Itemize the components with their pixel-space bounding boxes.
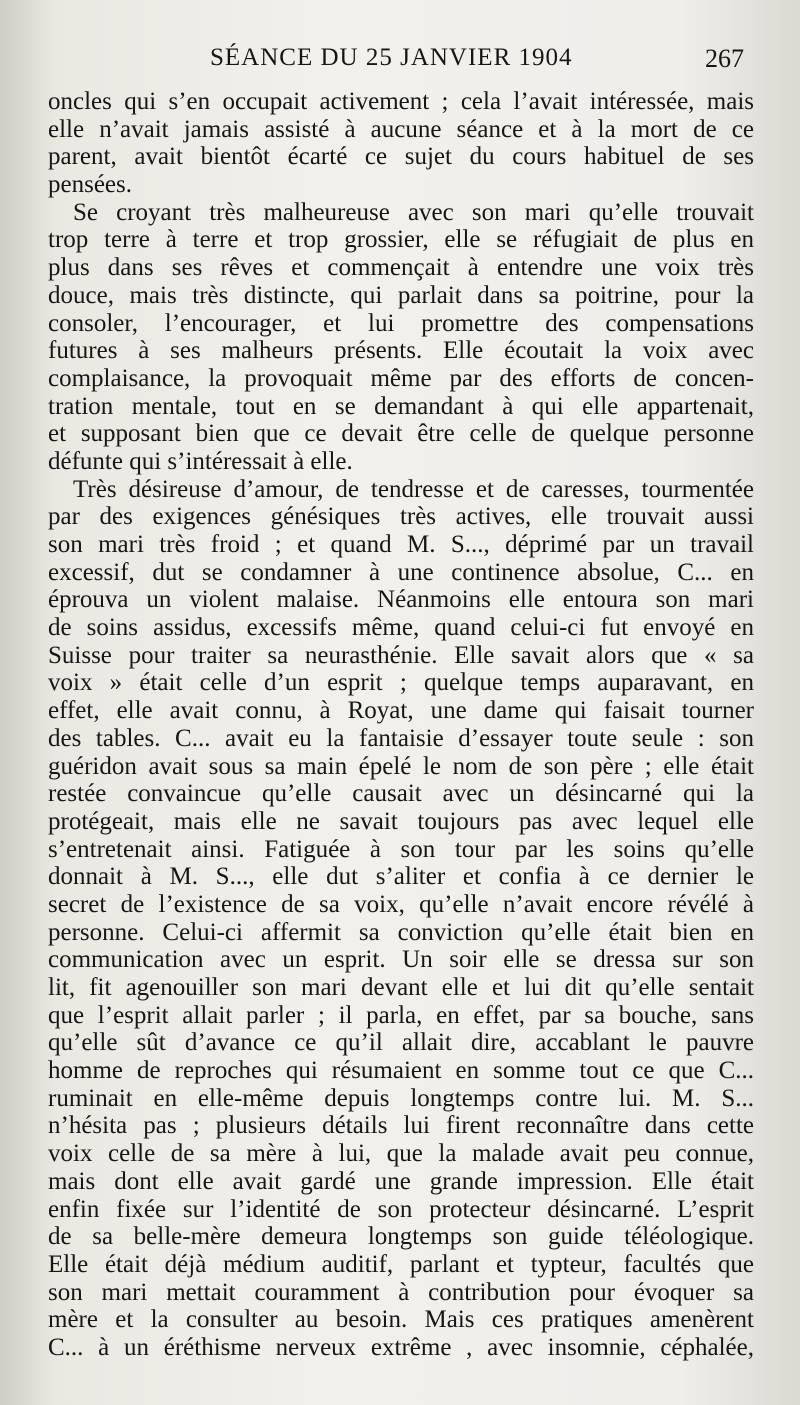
text-line: défunte qui s’intéressait à elle. [48, 447, 353, 475]
text-line: consoler, l’encourager, et lui promettre des compensations [48, 309, 754, 337]
text-line: s’entretenait ainsi. Fatiguée à son tour par les soins qu’elle [48, 835, 754, 863]
page-number: 267 [705, 44, 744, 73]
text-line: voix celle de sa mère à lui, que la malade avait peu connue, [48, 1140, 754, 1168]
body-text [48, 88, 754, 1362]
text-line: mère et la consulter au besoin. Mais ces pratiques amenèrent [48, 1306, 754, 1334]
text-line: douce, mais très distincte, qui parlait dans sa poitrine, pour la [48, 281, 754, 309]
text-line: C... à un éréthisme nerveux extrême , avec insomnie, céphalée, [48, 1333, 754, 1361]
text-line: qu’elle sût d’avance ce qu’il allait dire, accablant le pauvre [48, 1029, 754, 1057]
text-line: son mari très froid ; et quand M. S..., déprimé par un travail [48, 531, 754, 558]
text-line: oncles qui s’en occupait activement ; cela l’avait intéressée, mais [48, 88, 754, 115]
text-line: enfin fixée sur l’identité de son protecteur désincarné. L’esprit [48, 1195, 754, 1223]
text-line: et supposant bien que ce devait être celle de quelque personne [48, 420, 754, 448]
text-line: mais dont elle avait gardé une grande impression. Elle était [48, 1167, 754, 1195]
text-line: complaisance, la provoquait même par des efforts de concen- [48, 364, 754, 392]
text-line: lit, fit agenouiller son mari devant elle et lui dit qu’elle sentait [48, 974, 754, 1001]
text-line: excessif, dut se condamner à une continence absolue, C... en [48, 558, 754, 586]
text-line: futures à ses malheurs présents. Elle écoutait la voix avec [48, 337, 754, 365]
text-line: donnait à M. S..., elle dut s’aliter et confia à ce dernier le [48, 863, 754, 891]
running-head [0, 44, 800, 78]
running-title: SÉANCE DU 25 JANVIER 1904 [210, 44, 573, 71]
text-line: ruminait en elle-même depuis longtemps contre lui. M. S... [48, 1084, 754, 1112]
text-line: éprouva un violent malaise. Néanmoins elle entoura son mari [48, 586, 754, 614]
text-line: des tables. C... avait eu la fantaisie d’essayer toute seule : son [48, 724, 754, 752]
text-line: elle n’avait jamais assisté à aucune séance et à la mort de ce [48, 115, 754, 143]
text-line: n’hésita pas ; plusieurs détails lui firent reconnaître dans cette [48, 1112, 754, 1140]
text-line: communication avec un esprit. Un soir elle se dressa sur son [48, 946, 754, 974]
text-line: guéridon avait sous sa main épelé le nom de son père ; elle était [48, 752, 754, 780]
text-line: tration mentale, tout en se demandant à qui elle appartenait, [48, 392, 754, 420]
text-line: de soins assidus, excessifs même, quand celui-ci fut envoyé en [48, 614, 754, 642]
text-line: Elle était déjà médium auditif, parlant et typteur, facultés que [48, 1250, 754, 1278]
text-line: restée convaincue qu’elle causait avec un désincarné qui la [48, 780, 754, 808]
text-line: effet, elle avait connu, à Royat, une dame qui faisait tourner [48, 697, 754, 725]
text-line: parent, avait bientôt écarté ce sujet du cours habituel de ses [48, 143, 754, 171]
text-line: protégeait, mais elle ne savait toujours pas avec lequel elle [48, 807, 754, 835]
text-line: pensées. [48, 171, 132, 199]
text-line: personne. Celui-ci affermit sa conviction qu’elle était bien en [48, 918, 754, 946]
text-line: que l’esprit allait parler ; il parla, en effet, par sa bouche, sans [48, 1001, 754, 1029]
text-line: homme de reproches qui résumaient en somme tout ce que C... [48, 1057, 754, 1085]
text-line: trop terre à terre et trop grossier, elle se réfugiait de plus en [48, 226, 754, 254]
text-line: par des exigences génésiques très actives, elle trouvait aussi [48, 503, 754, 531]
text-line: Suisse pour traiter sa neurasthénie. Elle savait alors que « sa [48, 641, 754, 669]
text-line: de sa belle-mère demeura longtemps son guide téléologique. [48, 1223, 754, 1251]
text-line: plus dans ses rêves et commençait à entendre une voix très [48, 254, 754, 282]
text-line: Se croyant très malheureuse avec son mari qu’elle trouvait [73, 198, 754, 226]
text-line: son mari mettait couramment à contribution pour évoquer sa [48, 1278, 754, 1306]
text-line: Très désireuse d’amour, de tendresse et de caresses, tourmentée [73, 475, 754, 503]
text-line: secret de l’existence de sa voix, qu’elle n’avait encore révélé à [48, 890, 754, 918]
text-line: voix » était celle d’un esprit ; quelque temps auparavant, en [48, 669, 754, 697]
